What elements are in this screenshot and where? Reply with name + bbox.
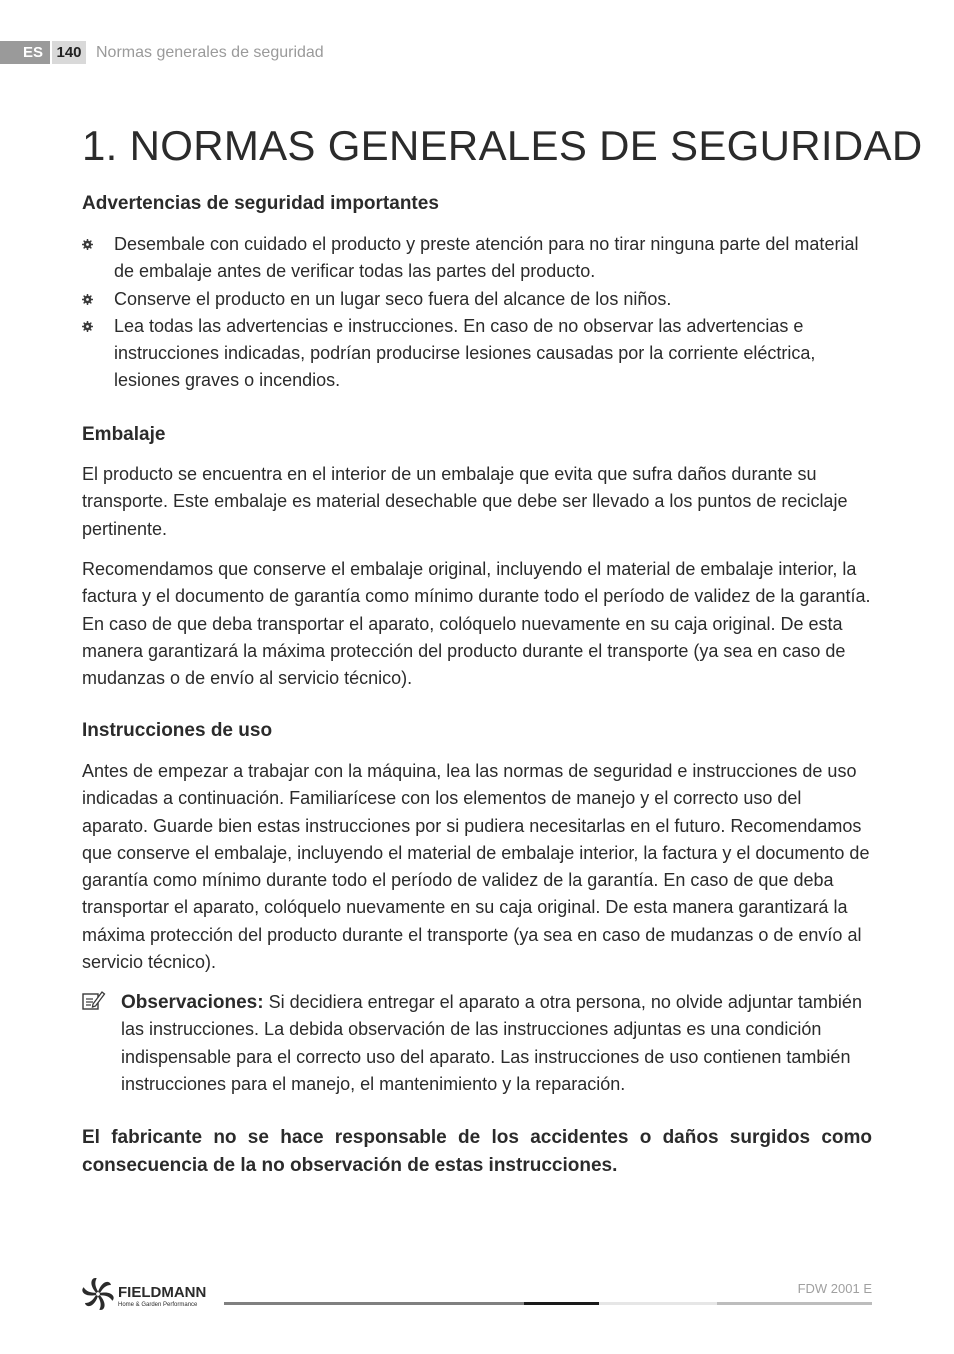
fieldmann-logo: [82, 1276, 222, 1312]
note-body: Si decidiera entregar el aparato a otra persona, no olvide adjuntar también las instrucciones. La debida observación de las instrucciones adjuntas es una condición indispensable para el correcto uso del aparato. Las instrucciones de uso contienen también instrucciones para el manejo, el mantenimiento y la reparación.: [121, 992, 862, 1094]
packaging-paragraph-2: Recomendamos que conserve el embalaje original, incluyendo el material de embalaje interior, la factura y el documento de garantía como mínimo durante todo el período de validez de la garantía. En caso de que deba transportar el aparato, colóquelo nuevamente en su caja original. De esta manera garantizará la máxima protección del producto durante el transporte (ya sea en caso de mudanzas o de envío al servicio técnico).: [82, 559, 871, 689]
footer-rule: [524, 1302, 599, 1305]
language-tag: ES: [0, 41, 50, 64]
gear-bullet-icon: [82, 239, 93, 250]
usage-paragraph: Antes de empezar a trabajar con la máquina, lea las normas de seguridad e instrucciones de uso indicadas a continuación. Familiarícese con los elementos de manejo y el correcto uso del aparato. Guarde bien estas instrucciones por si pudiera necesitarlas en el futuro. Recomendamos que conserve el embalaje, incluyendo el material de embalaje interior, la factura y el documento de garantía como mínimo durante todo el período de validez de la garantía. En caso de que deba transportar el aparato, colóquelo nuevamente en su caja original. De esta manera garantizará la máxima protección del producto durante el transporte (ya sea en caso de mudanzas o de envío al servicio técnico).: [82, 761, 870, 973]
packaging-paragraph-1: El producto se encuentra en el interior de un embalaje que evita que sufra daños durante su transporte. Este embalaje es material desechable que debe ser llevado a los puntos de reciclaje pertinente.: [82, 464, 848, 539]
brand-tagline: Home & Garden Performance: [118, 1302, 198, 1308]
list-item: [82, 286, 872, 313]
manufacturer-disclaimer: El fabricante no se hace responsable de los accidentes o daños surgidos como consecuencia de la no observación de estas instrucciones.: [82, 1127, 872, 1176]
footer-rule: [717, 1302, 872, 1305]
section-heading-usage: Instrucciones de uso: [82, 720, 273, 741]
model-number: FDW 2001 E: [797, 1281, 872, 1296]
fan-logo-icon: [82, 1277, 115, 1312]
section-heading-packaging: Embalaje: [82, 424, 166, 445]
page-header: [0, 41, 324, 64]
section-heading-safety: Advertencias de seguridad importantes: [82, 193, 439, 214]
bullet-text: Conserve el producto en un lugar seco fuera del alcance de los niños.: [114, 288, 672, 309]
gear-bullet-icon: [82, 321, 93, 332]
footer-rule: [224, 1302, 524, 1305]
note-label: Observaciones:: [121, 992, 264, 1013]
safety-bullet-list: [82, 231, 872, 395]
list-item: [82, 231, 872, 286]
note-block: [82, 989, 872, 1098]
bullet-text: Desembale con cuidado el producto y preste atención para no tirar ninguna parte del material de embalaje antes de verificar todas las partes del producto.: [114, 234, 859, 282]
list-item: [82, 313, 872, 395]
page-number: 140: [52, 41, 86, 64]
brand-name: FIELDMANN: [118, 1284, 207, 1301]
note-text: [121, 989, 872, 1098]
gear-bullet-icon: [82, 294, 93, 305]
footer-rule: [599, 1302, 717, 1305]
note-pen-icon: [82, 991, 106, 1011]
header-title: Normas generales de seguridad: [96, 43, 324, 61]
bullet-text: Lea todas las advertencias e instrucciones. En caso de no observar las advertencias e instrucciones indicadas, podrían producirse lesiones causadas por la corriente eléctrica, lesiones graves o incendios.: [114, 315, 816, 391]
page-title: 1. NORMAS GENERALES DE SEGURIDAD: [82, 122, 923, 169]
